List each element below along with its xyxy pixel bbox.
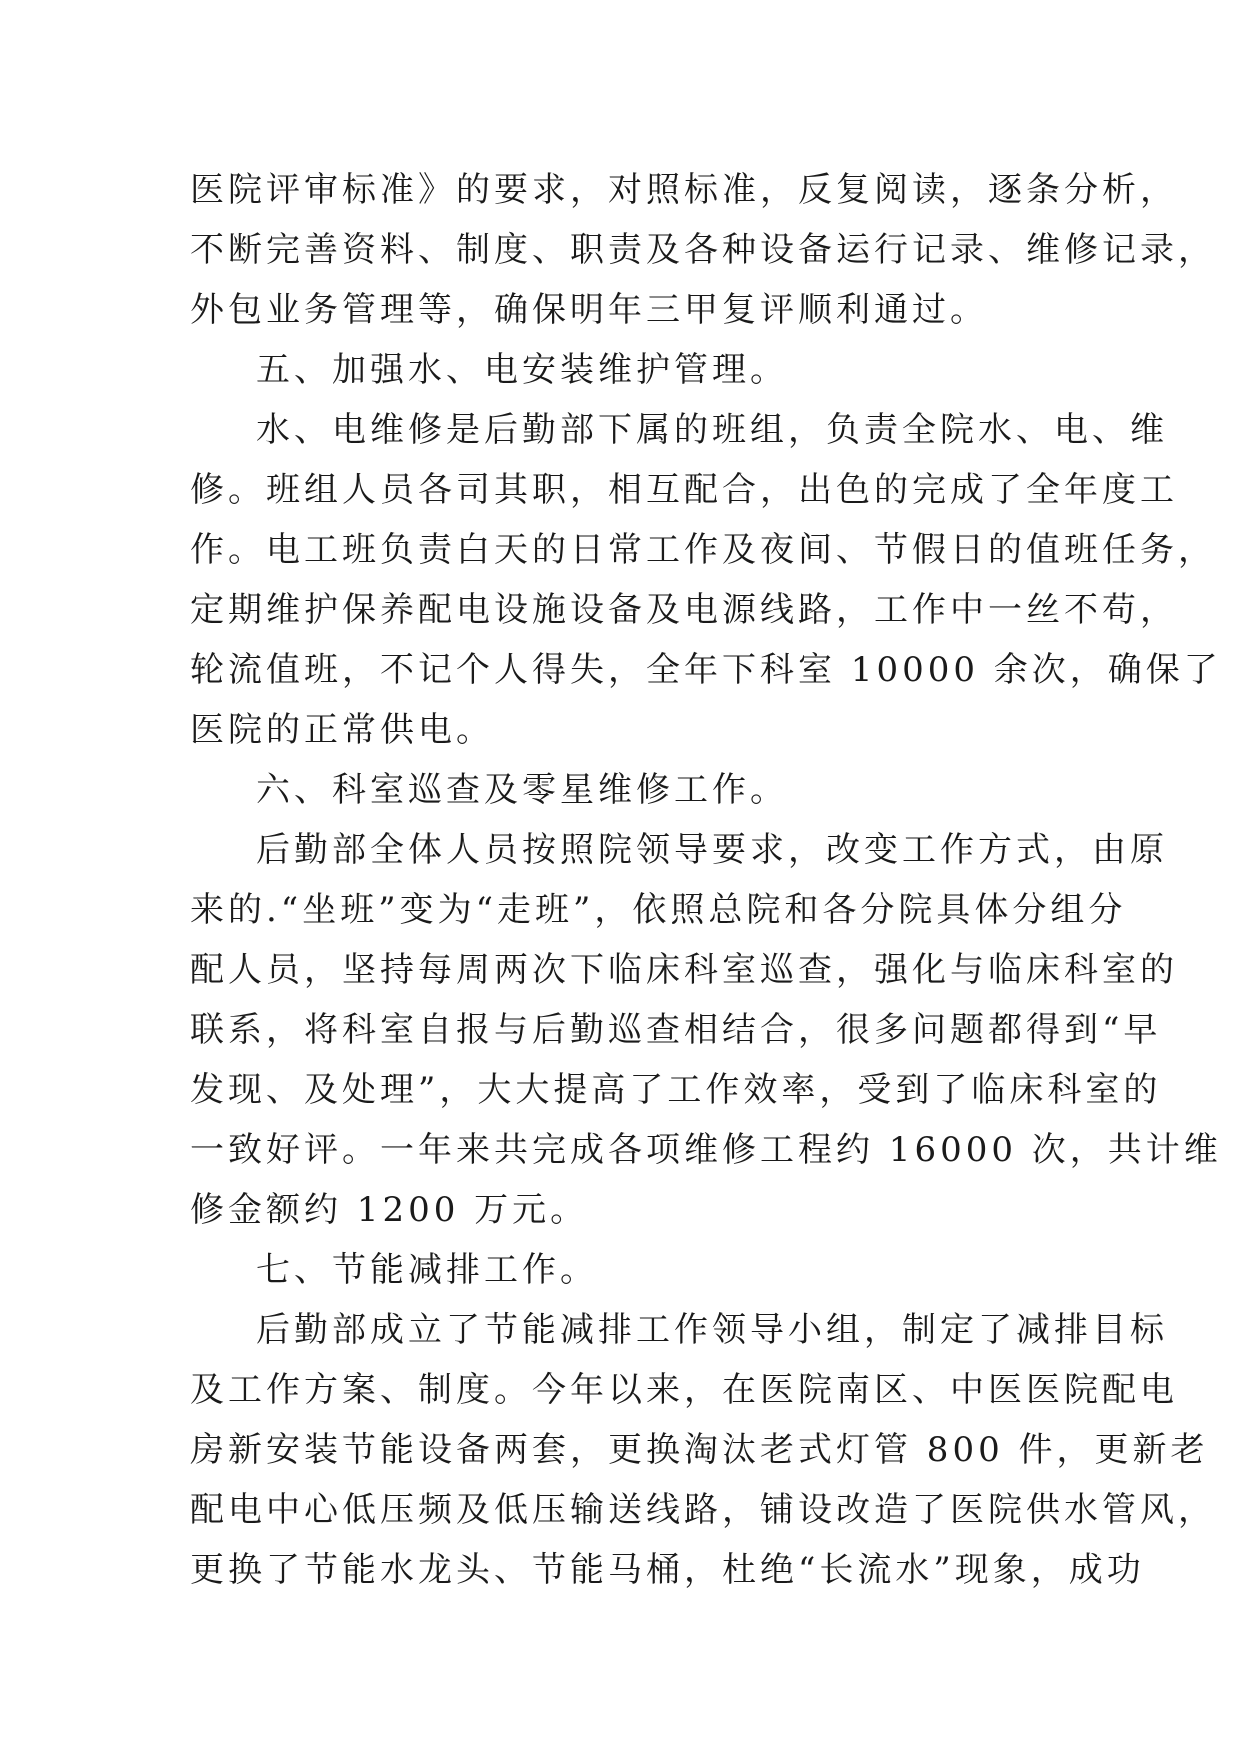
text-line: 医院评审标准》的要求，对照标准，反复阅读，逐条分析， xyxy=(190,170,1178,210)
text-line: 联系，将科室自报与后勤巡查相结合，很多问题都得到“早 xyxy=(190,1010,1162,1050)
text-line: 及工作方案、制度。今年以来，在医院南区、中医医院配电 xyxy=(190,1370,1178,1410)
text-line: 医院的正常供电。 xyxy=(190,710,494,750)
section-heading-7: 七、节能减排工作。 xyxy=(256,1250,598,1290)
text-line: 修。班组人员各司其职，相互配合，出色的完成了全年度工 xyxy=(190,470,1178,510)
text-line: 定期维护保养配电设施设备及电源线路，工作中一丝不苟， xyxy=(190,590,1178,630)
text-line: 房新安装节能设备两套，更换淘汰老式灯管 800 件，更新老 xyxy=(190,1430,1209,1470)
text-line: 后勤部全体人员按照院领导要求，改变工作方式，由原 xyxy=(256,830,1168,870)
text-line: 一致好评。一年来共完成各项维修工程约 16000 次，共计维 xyxy=(190,1130,1222,1170)
document-body xyxy=(190,160,1222,1600)
section-heading-6: 六、科室巡查及零星维修工作。 xyxy=(256,770,788,810)
text-line: 配电中心低压频及低压输送线路，铺设改造了医院供水管风， xyxy=(190,1490,1216,1530)
text-line: 修金额约 1200 万元。 xyxy=(190,1190,589,1230)
text-line: 配人员，坚持每周两次下临床科室巡查，强化与临床科室的 xyxy=(190,950,1178,990)
text-line: 更换了节能水龙头、节能马桶，杜绝“长流水”现象，成功 xyxy=(190,1550,1145,1590)
text-line: 轮流值班，不记个人得失，全年下科室 10000 余次，确保了 xyxy=(190,650,1222,690)
section-heading-5: 五、加强水、电安装维护管理。 xyxy=(256,350,788,390)
text-line: 发现、及处理”，大大提高了工作效率，受到了临床科室的 xyxy=(190,1070,1162,1110)
text-line: 来的.“坐班”变为“走班”，依照总院和各分院具体分组分 xyxy=(190,890,1127,930)
text-line: 不断完善资料、制度、职责及各种设备运行记录、维修记录， xyxy=(190,230,1216,270)
text-line: 后勤部成立了节能减排工作领导小组，制定了减排目标 xyxy=(256,1310,1168,1350)
text-line: 外包业务管理等，确保明年三甲复评顺利通过。 xyxy=(190,290,988,330)
text-line: 水、电维修是后勤部下属的班组，负责全院水、电、维 xyxy=(256,410,1168,450)
text-line: 作。电工班负责白天的日常工作及夜间、节假日的值班任务， xyxy=(190,530,1216,570)
